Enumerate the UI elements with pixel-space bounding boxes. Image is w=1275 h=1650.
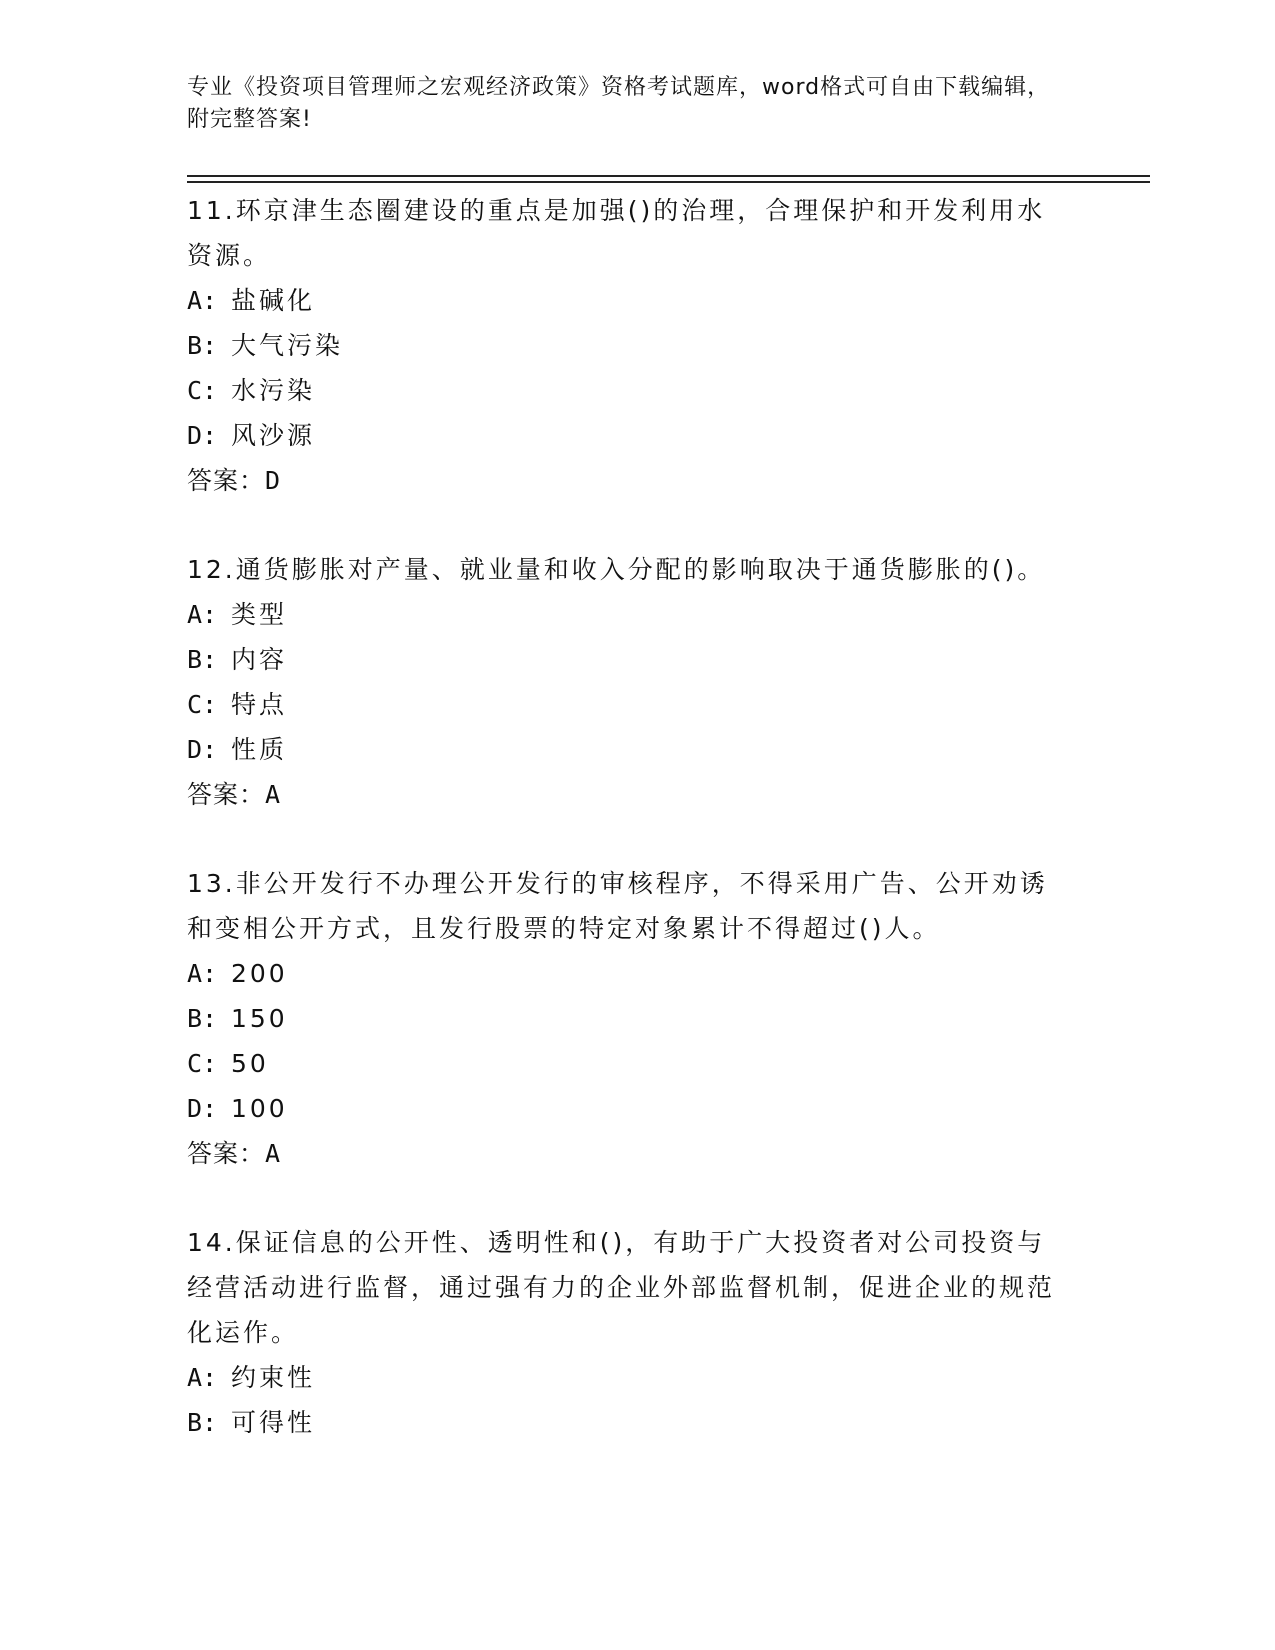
option-text: 风沙源: [231, 421, 316, 450]
answer-line: [187, 1131, 1067, 1176]
option-text: 类型: [231, 600, 288, 629]
question-stem: 11.环京津生态圈建设的重点是加强()的治理，合理保护和开发利用水资源。: [187, 196, 1046, 270]
option-b: [187, 637, 1067, 682]
option-text: 可得性: [231, 1408, 316, 1437]
option-text: 大气污染: [231, 331, 344, 360]
option-letter: A:: [187, 959, 218, 988]
option-text: 水污染: [231, 376, 316, 405]
answer-value: A: [265, 1139, 282, 1168]
option-b: [187, 996, 1067, 1041]
question-stem: 13.非公开发行不办理公开发行的审核程序，不得采用广告、公开劝诱和变相公开方式，且发行股票的特定对象累计不得超过()人。: [187, 869, 1048, 943]
option-letter: C:: [187, 690, 218, 719]
option-text: 盐碱化: [231, 286, 316, 315]
option-c: [187, 682, 1067, 727]
option-text: 内容: [231, 645, 288, 674]
document-header: 专业《投资项目管理师之宏观经济政策》资格考试题库，word格式可自由下载编辑，附完整答案!: [187, 75, 1051, 132]
option-text: 200: [231, 959, 288, 988]
answer-value: D: [265, 466, 282, 495]
option-letter: B:: [187, 645, 218, 674]
answer-label: 答案：: [187, 780, 266, 809]
answer-label: 答案：: [187, 1139, 266, 1168]
option-text: 150: [231, 1004, 288, 1033]
option-b: [187, 323, 1067, 368]
question-stem: 14.保证信息的公开性、透明性和()，有助于广大投资者对公司投资与经营活动进行监督，通过强有力的企业外部监督机制，促进企业的规范化运作。: [187, 1228, 1056, 1347]
option-a: [187, 951, 1067, 996]
option-text: 50: [231, 1049, 269, 1078]
option-d: [187, 1086, 1067, 1131]
option-a: [187, 278, 1067, 323]
header-divider-bottom: [187, 181, 1150, 183]
option-c: [187, 368, 1067, 413]
option-letter: C:: [187, 1049, 218, 1078]
answer-value: A: [265, 780, 282, 809]
option-letter: D:: [187, 1094, 218, 1123]
option-letter: D:: [187, 421, 218, 450]
question-14: [187, 1220, 1067, 1445]
option-letter: A:: [187, 286, 218, 315]
option-d: [187, 727, 1067, 772]
question-13: [187, 861, 1067, 1176]
option-a: [187, 592, 1067, 637]
option-letter: B:: [187, 1408, 218, 1437]
option-text: 100: [231, 1094, 288, 1123]
answer-label: 答案：: [187, 466, 266, 495]
header-divider-top: [187, 175, 1150, 177]
option-text: 约束性: [231, 1363, 316, 1392]
option-letter: A:: [187, 600, 218, 629]
question-stem: 12.通货膨胀对产量、就业量和收入分配的影响取决于通货膨胀的()。: [187, 555, 1046, 584]
option-a: [187, 1355, 1067, 1400]
option-letter: B:: [187, 331, 218, 360]
question-11: [187, 188, 1067, 503]
option-d: [187, 413, 1067, 458]
question-list: [187, 188, 1067, 1489]
option-letter: C:: [187, 376, 218, 405]
option-b: [187, 1400, 1067, 1445]
option-c: [187, 1041, 1067, 1086]
answer-line: [187, 458, 1067, 503]
option-letter: A:: [187, 1363, 218, 1392]
question-12: [187, 547, 1067, 817]
option-letter: D:: [187, 735, 218, 764]
answer-line: [187, 772, 1067, 817]
option-letter: B:: [187, 1004, 218, 1033]
option-text: 性质: [231, 735, 288, 764]
option-text: 特点: [231, 690, 288, 719]
